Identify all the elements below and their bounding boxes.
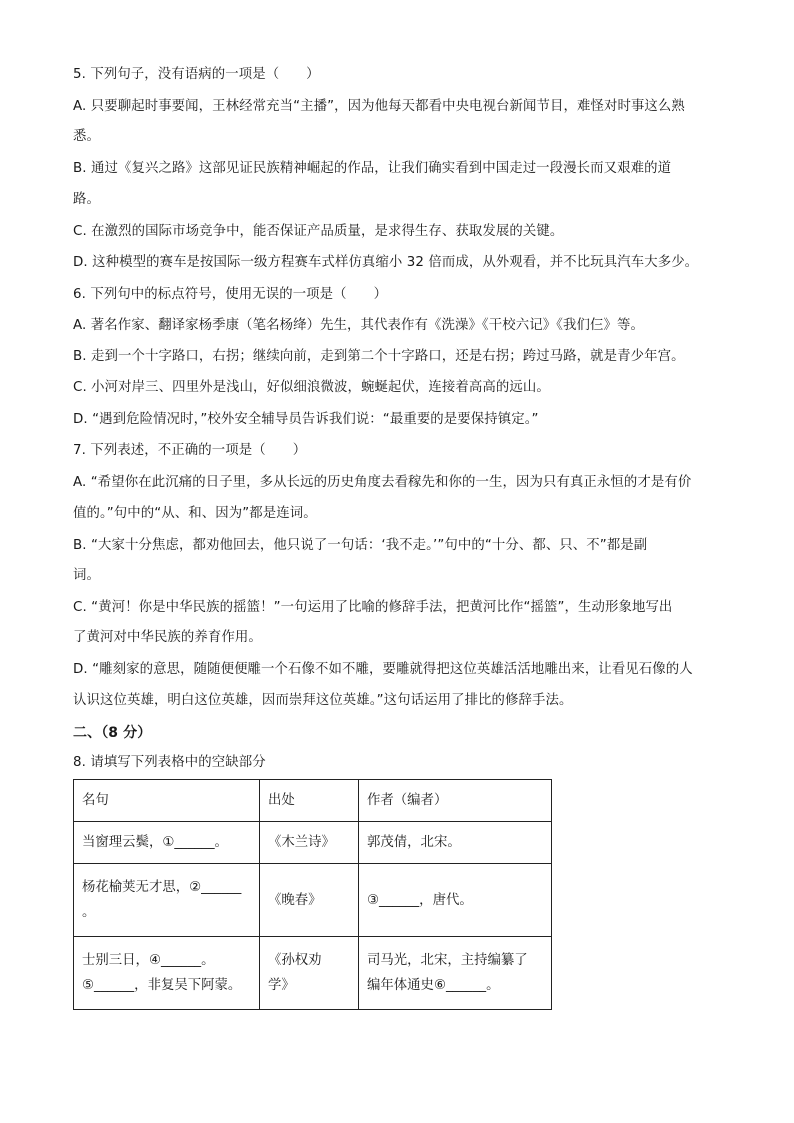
cell-author-line1: 司马光，北宋，主持编纂了 bbox=[367, 953, 528, 968]
q7-option-a-line2: 值的。”句中的“从、和、因为”都是连词。 bbox=[73, 506, 317, 521]
q7-option-a-line1: A. “希望你在此沉痛的日子里，多从长远的历史角度去看稼先和你的一生，因为只有真正永恒的才是有价 bbox=[73, 475, 692, 490]
section-2-heading: 二、（8 分） bbox=[73, 725, 152, 741]
q5-option-b-line2: 路。 bbox=[73, 192, 100, 207]
q7-option-d-line2: 认识这位英雄，明白这位英雄，因而崇拜这位英雄。”这句话运用了排比的修辞手法。 bbox=[73, 693, 573, 708]
q5-option-b-line1: B. 通过《复兴之路》这部见证民族精神崛起的作品，让我们确实看到中国走过一段漫长而又艰难的道 bbox=[73, 161, 672, 176]
q6-option-d: D. “遇到危险情况时，”校外安全辅导员告诉我们说：“最重要的是要保持镇定。” bbox=[73, 412, 539, 427]
q7-stem: 7. 下列表述，不正确的一项是（ ） bbox=[73, 443, 307, 458]
q7-option-c-line2: 了黄河对中华民族的养育作用。 bbox=[73, 630, 262, 645]
q7-option-c-line1: C. “黄河！你是中华民族的摇篮！”一句运用了比喻的修辞手法，把黄河比作“摇篮”，生动形象地写出 bbox=[73, 600, 673, 615]
cell-author-line2: 编年体通史⑥______。 bbox=[367, 978, 500, 993]
cell-source-line2: 学》 bbox=[268, 978, 295, 993]
header-quote: 名句 bbox=[74, 780, 260, 822]
q7-option-b-line2: 词。 bbox=[73, 568, 100, 583]
cell-quote: 当窗理云鬓，①______。 bbox=[74, 822, 260, 864]
table-row bbox=[74, 937, 552, 1010]
cell-source bbox=[260, 937, 359, 1010]
cell-author: 郭茂倩，北宋。 bbox=[359, 822, 552, 864]
table-row bbox=[74, 864, 552, 937]
cell-quote-line2: ⑤______，非复吴下阿蒙。 bbox=[82, 978, 242, 993]
cell-author: ③______，唐代。 bbox=[359, 864, 552, 937]
cell-source: 《晚春》 bbox=[260, 864, 359, 937]
q6-option-a: A. 著名作家、翻译家杨季康（笔名杨绛）先生，其代表作有《洗澡》《干校六记》《我们仨》等。 bbox=[73, 318, 644, 333]
q7-option-d-line1: D. “雕刻家的意思，随随便便雕一个石像不如不雕，要雕就得把这位英雄活活地雕出来，让看见石像的人 bbox=[73, 662, 693, 677]
header-author: 作者（编者） bbox=[359, 780, 552, 822]
q6-stem: 6. 下列句中的标点符号，使用无误的一项是（ ） bbox=[73, 287, 388, 302]
header-source: 出处 bbox=[260, 780, 359, 822]
cell-quote bbox=[74, 864, 260, 937]
q7-option-b-line1: B. “大家十分焦虑，都劝他回去，他只说了一句话：‘我不走。’”句中的“十分、都、只、不”都是副 bbox=[73, 538, 648, 553]
q5-option-c: C. 在激烈的国际市场竞争中，能否保证产品质量，是求得生存、获取发展的关键。 bbox=[73, 224, 564, 239]
q5-option-a-line1: A. 只要聊起时事要闻，王林经常充当“主播”，因为他每天都看中央电视台新闻节目，难怪对时事这么熟 bbox=[73, 99, 685, 114]
cell-quote-line1: 杨花榆荚无才思，②______ bbox=[82, 880, 242, 895]
q6-option-b: B. 走到一个十字路口，右拐；继续向前，走到第二个十字路口，还是右拐；跨过马路，就是青少年宫。 bbox=[73, 349, 685, 364]
cell-source: 《木兰诗》 bbox=[260, 822, 359, 864]
q8-stem: 8. 请填写下列表格中的空缺部分 bbox=[73, 755, 266, 770]
q8-table bbox=[73, 779, 552, 1010]
q5-option-d: D. 这种模型的赛车是按国际一级方程赛车式样仿真缩小 32 倍而成，从外观看，并不比玩具汽车大多少。 bbox=[73, 255, 699, 270]
cell-quote bbox=[74, 937, 260, 1010]
q6-option-c: C. 小河对岸三、四里外是浅山，好似细浪微波，蜿蜒起伏，连接着高高的远山。 bbox=[73, 380, 550, 395]
cell-author bbox=[359, 937, 552, 1010]
q5-stem: 5. 下列句子，没有语病的一项是（ ） bbox=[73, 67, 320, 82]
q5-option-a-line2: 悉。 bbox=[73, 129, 100, 144]
table-header-row bbox=[74, 780, 552, 822]
table-row bbox=[74, 822, 552, 864]
cell-quote-line1: 士别三日，④______。 bbox=[82, 953, 215, 968]
cell-quote-line2: 。 bbox=[82, 905, 96, 920]
cell-source-line1: 《孙权劝 bbox=[268, 953, 322, 968]
